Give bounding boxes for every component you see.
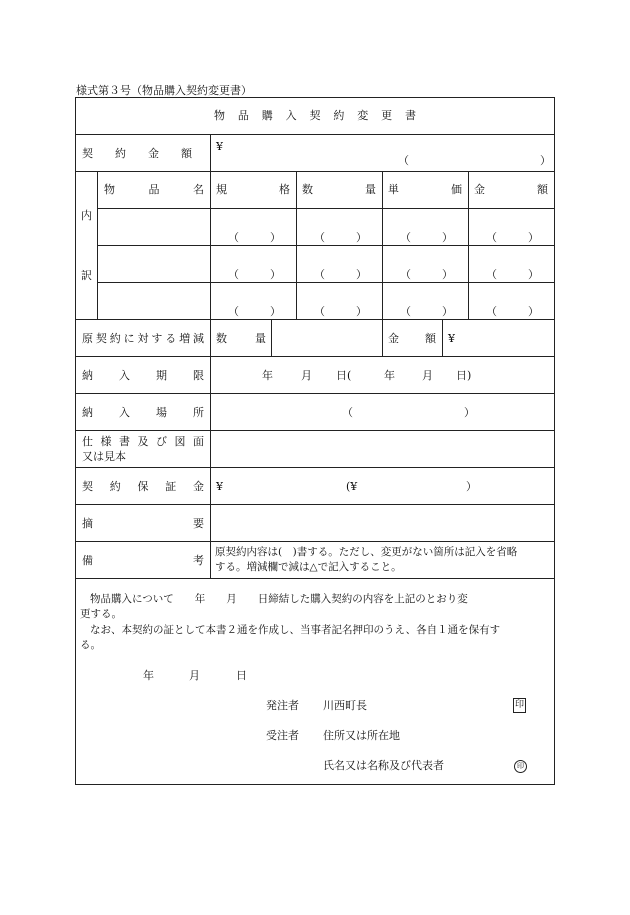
row-divider bbox=[75, 134, 555, 135]
label-char: 入 bbox=[119, 369, 130, 382]
header-spec: 規 格 bbox=[216, 183, 290, 196]
row-divider bbox=[75, 356, 555, 357]
change-yen: ¥ bbox=[448, 332, 455, 345]
item-paren-close: ） bbox=[270, 305, 281, 318]
col-divider bbox=[296, 171, 297, 319]
label-char: す bbox=[151, 332, 163, 345]
label-char: 品 bbox=[237, 109, 249, 122]
change-amount-label bbox=[388, 333, 436, 344]
label-char: 数 bbox=[216, 332, 227, 345]
remarks-line2: する。増減欄で減は△で記入すること。 bbox=[215, 561, 402, 573]
label-char: 入 bbox=[119, 406, 130, 419]
items-side-label-bottom: 訳 bbox=[81, 269, 92, 282]
item-paren-open: （ bbox=[486, 231, 497, 244]
label-char: 面 bbox=[193, 435, 204, 448]
label-char: 金 bbox=[388, 332, 399, 345]
orderer-label: 発注者 bbox=[266, 699, 299, 712]
summary-label bbox=[82, 518, 204, 529]
label-char: 場 bbox=[156, 406, 167, 419]
seal-circle-icon: 印 bbox=[514, 760, 527, 773]
form-title bbox=[214, 110, 416, 121]
contract-amount-yen: ¥ bbox=[216, 140, 223, 153]
body-p2-line1: なお、本契約の証として本書２通を作成し、当事者記名押印のうえ、各自１通を保有す bbox=[90, 624, 501, 636]
label-char: 所 bbox=[193, 406, 204, 419]
label-char: 物 bbox=[214, 109, 225, 122]
row-divider bbox=[75, 467, 555, 468]
label-char: 要 bbox=[193, 517, 204, 530]
label-char: 対 bbox=[137, 332, 149, 345]
label-char: 様 bbox=[100, 435, 112, 448]
period-day: 日( bbox=[336, 369, 352, 382]
label-char: 約 bbox=[115, 147, 126, 160]
label-char: 入 bbox=[285, 109, 297, 122]
header-quantity: 数 量 bbox=[302, 183, 376, 196]
label-char: 量 bbox=[255, 332, 266, 345]
period-year: 年 bbox=[262, 369, 273, 382]
header-item-name: 物 品 名 bbox=[104, 183, 204, 196]
item-paren-open: （ bbox=[400, 231, 411, 244]
label-char: 書 bbox=[119, 435, 130, 448]
label-char: 更 bbox=[381, 109, 393, 122]
label-char: 額 bbox=[181, 147, 192, 160]
item-paren-open: （ bbox=[314, 268, 325, 281]
label-char: 納 bbox=[82, 406, 93, 419]
item-paren-close: ） bbox=[528, 305, 539, 318]
col-divider bbox=[97, 171, 98, 319]
deposit-yen: ¥ bbox=[216, 480, 223, 493]
item-paren-close: ） bbox=[356, 231, 367, 244]
item-paren-close: ） bbox=[528, 231, 539, 244]
label-char: 約 bbox=[109, 332, 121, 345]
body-p1-line2: 更する。 bbox=[80, 608, 122, 620]
item-paren-close: ） bbox=[442, 231, 453, 244]
item-paren-open: （ bbox=[314, 305, 325, 318]
deposit-paren-open: (¥ bbox=[346, 480, 358, 493]
row-divider bbox=[75, 541, 555, 542]
label-char: 限 bbox=[193, 369, 204, 382]
change-label bbox=[82, 333, 204, 344]
period-day2: 日) bbox=[456, 369, 472, 382]
item-paren-close: ） bbox=[442, 305, 453, 318]
item-paren-open: （ bbox=[486, 305, 497, 318]
item-paren-close: ） bbox=[270, 231, 281, 244]
label-char: 保 bbox=[137, 480, 149, 493]
item-paren-open: （ bbox=[314, 231, 325, 244]
label-char: 期 bbox=[156, 369, 167, 382]
deposit-paren-close: ） bbox=[466, 480, 477, 493]
orderer-name: 川西町長 bbox=[323, 699, 367, 712]
label-char: 額 bbox=[425, 332, 436, 345]
item-paren-close: ） bbox=[356, 268, 367, 281]
label-char: 変 bbox=[357, 109, 369, 122]
label-char: 図 bbox=[174, 435, 186, 448]
delivery-place-label bbox=[82, 407, 204, 418]
form-number: 様式第３号（物品購入契約変更書） bbox=[76, 84, 252, 97]
specs-label-line1 bbox=[82, 436, 204, 447]
label-char: 書 bbox=[405, 109, 416, 122]
row-divider bbox=[75, 393, 555, 394]
col-divider bbox=[210, 134, 211, 578]
label-char: 金 bbox=[193, 480, 204, 493]
label-char: 仕 bbox=[82, 435, 93, 448]
label-char: 備 bbox=[82, 554, 93, 567]
body-p2-line2: る。 bbox=[80, 639, 101, 651]
items-side-label-top: 内 bbox=[81, 209, 92, 222]
period-year2: 年 bbox=[384, 369, 395, 382]
item-paren-open: （ bbox=[228, 268, 239, 281]
item-paren-open: （ bbox=[400, 268, 411, 281]
col-divider bbox=[271, 319, 272, 356]
contractor-name: 氏名又は名称及び代表者 bbox=[323, 759, 444, 772]
label-char: 原 bbox=[82, 332, 93, 345]
item-paren-open: （ bbox=[400, 305, 411, 318]
item-paren-close: ） bbox=[270, 268, 281, 281]
label-char: 減 bbox=[193, 332, 204, 345]
label-char: 購 bbox=[261, 109, 273, 122]
label-char: 証 bbox=[165, 480, 177, 493]
paren-open: （ bbox=[342, 406, 353, 419]
row-divider bbox=[75, 578, 555, 579]
row-divider bbox=[97, 282, 555, 283]
header-amount: 金 額 bbox=[474, 183, 548, 196]
contract-amount-label bbox=[82, 148, 192, 159]
col-divider bbox=[382, 171, 383, 319]
col-divider bbox=[468, 171, 469, 319]
item-paren-open: （ bbox=[228, 231, 239, 244]
label-char: 約 bbox=[333, 109, 345, 122]
label-char: に bbox=[123, 332, 135, 345]
paren-close: ） bbox=[540, 154, 551, 167]
seal-box-icon: 印 bbox=[513, 698, 526, 713]
delivery-period-label bbox=[82, 370, 204, 381]
label-char: 契 bbox=[95, 332, 107, 345]
label-char: 納 bbox=[82, 369, 93, 382]
header-unit-price: 単 価 bbox=[388, 183, 462, 196]
label-char: 及 bbox=[137, 435, 149, 448]
col-divider bbox=[442, 319, 443, 356]
remarks-line1: 原契約内容は( )書する。ただし、変更がない箇所は記入を省略 bbox=[215, 546, 518, 558]
label-char: る bbox=[165, 332, 177, 345]
row-divider bbox=[75, 430, 555, 431]
label-char: 約 bbox=[109, 480, 121, 493]
item-paren-close: ） bbox=[356, 305, 367, 318]
label-char: 増 bbox=[179, 332, 191, 345]
paren-open: （ bbox=[398, 154, 409, 167]
item-paren-close: ） bbox=[528, 268, 539, 281]
item-paren-close: ） bbox=[442, 268, 453, 281]
label-char: 契 bbox=[82, 480, 93, 493]
label-char: び bbox=[156, 435, 167, 448]
period-month: 月 bbox=[301, 369, 312, 382]
label-char: 摘 bbox=[82, 517, 93, 530]
item-paren-open: （ bbox=[228, 305, 239, 318]
sign-date-month: 月 bbox=[189, 669, 200, 682]
change-qty-label bbox=[216, 333, 266, 344]
label-char: 考 bbox=[193, 554, 204, 567]
row-divider bbox=[75, 319, 555, 320]
specs-label-line2: 又は見本 bbox=[82, 450, 126, 463]
contractor-address: 住所又は所在地 bbox=[323, 729, 400, 742]
row-divider bbox=[97, 245, 555, 246]
remarks-label bbox=[82, 555, 204, 566]
sign-date-year: 年 bbox=[143, 669, 154, 682]
row-divider bbox=[97, 208, 555, 209]
body-p1-line1: 物品購入について 年 月 日締結した購入契約の内容を上記のとおり変 bbox=[90, 593, 468, 605]
row-divider bbox=[75, 171, 555, 172]
paren-close: ） bbox=[464, 406, 475, 419]
sign-date-day: 日 bbox=[236, 669, 247, 682]
contractor-label: 受注者 bbox=[266, 729, 299, 742]
col-divider bbox=[382, 319, 383, 356]
label-char: 契 bbox=[82, 147, 93, 160]
label-char: 金 bbox=[148, 147, 159, 160]
item-paren-open: （ bbox=[486, 268, 497, 281]
label-char: 契 bbox=[309, 109, 321, 122]
deposit-label bbox=[82, 481, 204, 492]
row-divider bbox=[75, 504, 555, 505]
period-month2: 月 bbox=[422, 369, 433, 382]
